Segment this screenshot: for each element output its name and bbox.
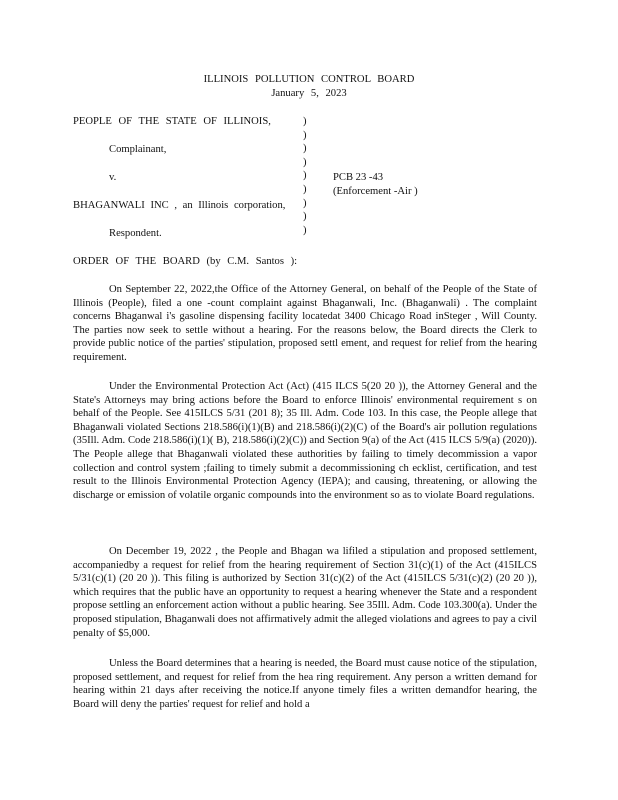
caption-complainant-role: Complainant, <box>109 144 167 155</box>
paragraph-1 <box>73 283 537 365</box>
order-date: January 5, 2023 <box>271 88 347 99</box>
paragraph-4 <box>73 657 537 711</box>
case-type: (Enforcement -Air ) <box>333 186 418 197</box>
caption-versus: v. <box>109 172 117 183</box>
agency-heading: ILLINOIS POLLUTION CONTROL BOARD <box>203 74 415 85</box>
paragraph-text: Under the Environmental Protection Act (Act) (415 ILCS 5(20 20 )), the Attorney General and the State's Attorneys may bring actions before the Board to enforce Illinois' environmental requirement s on behalf of the People. See 415ILCS 5/31 (201 8); 35 Ill. Adm. Code 103. In this case, the People allege that Bhaganwali violated Sections 218.586(i)(1)(B) and 218.586(i)(2)(C) of the Board's air pollution regulations (35Ill. Adm. Code 218.586(i)(1)( B), 218.586(i)(2)(C)) and Section 9(a) of the Act (415 ILCS 5/9(a) (2020)). The People allege that Bhaganwali violated these authorities by failing to timely decommission a vapor collection and control system ;failing to timely submit a decommissioning ch ecklist, certification, and test result to the Illinois Environmental Protection Agency (IEPA); and causing, threatening, or allowing the discharge or emission of volatile organic compounds into the environment so as to violate Board regulations. <box>73 381 537 501</box>
paren-mark: ) <box>303 170 307 182</box>
paragraph-text: On December 19, 2022 , the People and Bhagan wa lifiled a stipulation and proposed settlement, accompaniedby a request for relief from the hearing requirement of Section 31(c)(1) of the Act (415ILCS 5/31(c)(1) (20 20 )). This filing is authorized by Section 31(c)(2) of the Act (415ILCS 5/31(c)(2) (20 20 )), which requires that the public have an opportunity to request a hearing whenever the State and a respondent propose settling an enforcement action without a public hearing. See 35Ill. Adm. Code 103.300(a). Under the proposed stipulation, Bhaganwali does not affirmatively admit the alleged violations and agrees to pay a civil penalty of $5,000. <box>73 546 537 639</box>
paren-mark: ) <box>303 224 307 236</box>
paren-mark: ) <box>303 129 307 141</box>
paren-mark: ) <box>303 156 307 168</box>
caption-parenthesis-column <box>303 115 307 237</box>
paren-mark: ) <box>303 143 307 155</box>
paren-mark: ) <box>303 197 307 209</box>
caption-respondent-name: BHAGANWALI INC , an Illinois corporation, <box>73 200 286 211</box>
paren-mark: ) <box>303 116 307 127</box>
paragraph-text: Unless the Board determines that a hearing is needed, the Board must cause notice of the stipulation, proposed settlement, and request for relief from the hea ring requirement. Any person a written demand for hearing within 21 days after receiving the notice.If anyone timely files a written demandfor hearing, the Board will deny the parties' request for relief and hold a <box>73 658 537 710</box>
paragraph-3 <box>73 545 537 640</box>
order-heading: ORDER OF THE BOARD (by C.M. Santos ): <box>73 256 298 267</box>
paragraph-text: On September 22, 2022,the Office of the Attorney General, on behalf of the People of the State of Illinois (People), filed a one -count complaint against Bhaganwali, Inc. (Bhaganwali) . The complaint concerns Bhaganwal i's gasoline dispensing facility locatedat 3400 Chicago Road inSteger , Will County. The parties now seek to settle without a hearing. For the reasons below, the Board directs the Clerk to provide public notice of the parties' stipulation, proposed settl ement, and request for relief from the hearing requirement. <box>73 284 537 363</box>
caption-complainant-name: PEOPLE OF THE STATE OF ILLINOIS, <box>73 116 271 127</box>
paragraph-2 <box>73 380 537 502</box>
paren-mark: ) <box>303 183 307 195</box>
case-number: PCB 23 -43 <box>333 172 384 183</box>
paren-mark: ) <box>303 211 307 223</box>
caption-respondent-role: Respondent. <box>109 228 162 239</box>
